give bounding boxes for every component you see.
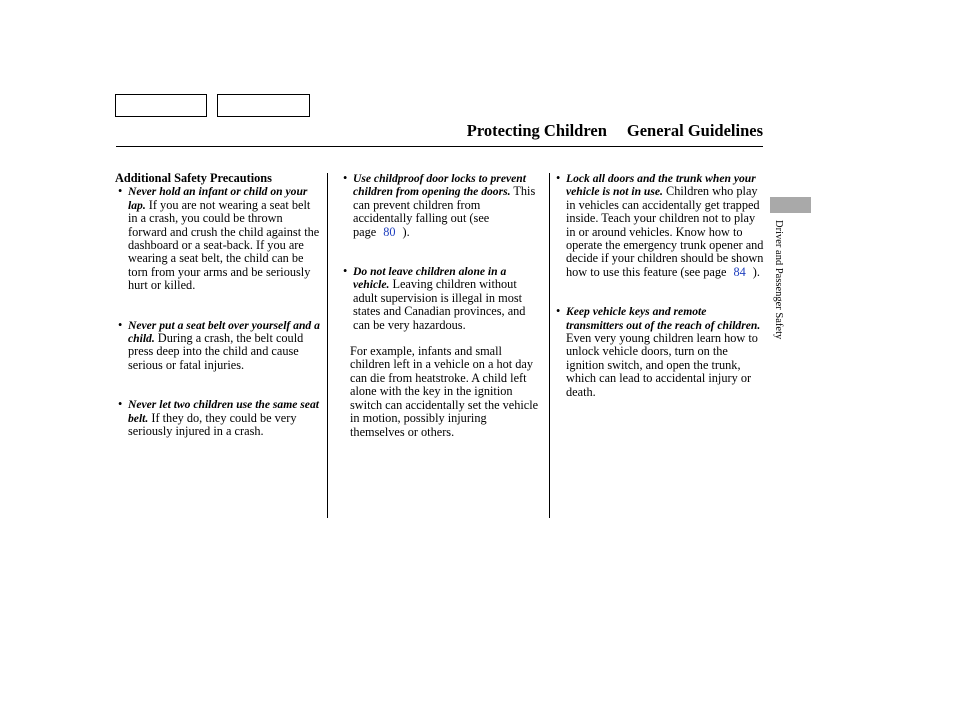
title-protecting-children: Protecting Children — [466, 121, 607, 140]
item-text: This can prevent children from accidentally falling out (see page — [353, 184, 536, 239]
item-text: During a crash, the belt could press deep into the child and cause serious or fatal injuries. — [128, 331, 304, 372]
column-3 — [562, 172, 764, 425]
column-divider — [327, 173, 328, 518]
paragraph: For example, infants and small children left in a vehicle on a hot day can die from heatstroke. A child left alone with the key in the ignition switch can accidentally set the vehicle in motion, possibly injuring themselves or others. — [350, 344, 539, 439]
item-text: Even very young children learn how to unlock vehicle doors, turn on the ignition switch, and open the trunk, which can lead to accidental injury or death. — [566, 331, 758, 399]
list-item — [115, 319, 321, 373]
item-text: Leaving children without adult supervision is illegal in most states and Canadian provinces, and can be very hazardous. — [353, 277, 526, 332]
item-lead: Do not leave children alone in a vehicle. — [353, 265, 507, 292]
item-text: If you are not wearing a seat belt in a crash, you could be thrown forward and crush the child against the dashboard or a seat-back. If you are wearing a seat belt, the child can be torn from your arms and be seriously hurt or killed. — [128, 197, 320, 293]
page-link-80[interactable]: 80 — [383, 224, 396, 239]
side-section-label: Driver and Passenger Safety — [773, 220, 784, 340]
item-text-after: ). — [402, 224, 410, 239]
header-divider — [116, 146, 763, 147]
item-text: If they do, they could be very seriously injured in a crash. — [128, 410, 297, 439]
item-text: Children who play in vehicles can accidentally get trapped inside. Teach your children not to play in or around vehicles. Know how to operate the emergency trunk opener and decide if your children should be shown how to use this feature (see page — [566, 184, 764, 279]
item-text-after: ). — [752, 264, 760, 279]
list-item — [340, 172, 542, 239]
item-lead: Use childproof door locks to prevent children from opening the doors. — [353, 172, 526, 199]
item-lead: Never let two children use the same seat belt. — [128, 398, 319, 425]
page-link-84[interactable]: 84 — [733, 264, 746, 279]
column-1 — [115, 172, 321, 465]
list-item — [340, 265, 542, 332]
nav-button-1[interactable] — [115, 94, 207, 117]
item-lead: Never hold an infant or child on your lap. — [128, 185, 308, 212]
title-general-guidelines: General Guidelines — [626, 121, 763, 140]
list-item — [115, 185, 321, 292]
section-heading: Additional Safety Precautions — [115, 171, 272, 185]
section-tab-marker[interactable] — [770, 197, 811, 213]
item-lead: Never put a seat belt over yourself and a child. — [128, 318, 320, 346]
item-lead: Lock all doors and the trunk when your vehicle is not in use. — [566, 172, 756, 199]
item-lead: Keep vehicle keys and remote transmitters out of the reach of children. — [566, 305, 761, 332]
page-title — [467, 121, 763, 141]
list-item — [115, 398, 321, 438]
list-item — [553, 305, 764, 399]
column-divider — [549, 173, 550, 518]
nav-button-2[interactable] — [217, 94, 310, 117]
list-item — [553, 172, 764, 279]
column-2 — [340, 172, 542, 439]
